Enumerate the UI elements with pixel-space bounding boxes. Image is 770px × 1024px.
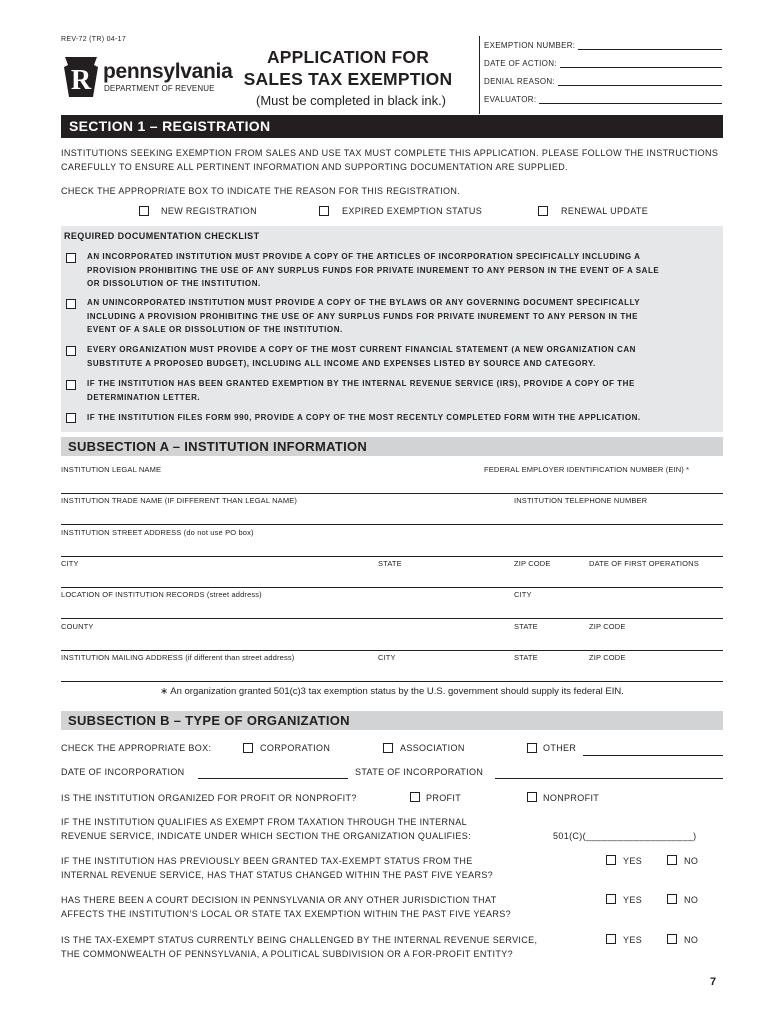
other-checkbox[interactable] [527, 743, 537, 753]
association-checkbox[interactable] [383, 743, 393, 753]
renewal-update-label: RENEWAL UPDATE [561, 206, 649, 216]
status-change-no-checkbox[interactable] [667, 855, 677, 865]
association-label: ASSOCIATION [400, 743, 465, 753]
mailing-city-label: CITY [378, 653, 396, 662]
checklist-item-financial [87, 343, 721, 370]
county-line[interactable] [61, 650, 723, 651]
form-subtitle: (Must be completed in black ink.) [255, 93, 447, 108]
new-registration-checkbox[interactable] [139, 206, 149, 216]
checklist-item-irs-letter [87, 377, 721, 404]
county-zip-label: ZIP CODE [589, 622, 626, 631]
checklist-item-text: IF THE INSTITUTION HAS BEEN GRANTED EXEMPTION BY THE INTERNAL REVENUE SERVICE (IRS), PROVIDE A COPY OF THE [87, 379, 635, 388]
telephone-label: INSTITUTION TELEPHONE NUMBER [514, 496, 648, 505]
mailing-zip-label: ZIP CODE [589, 653, 626, 662]
evaluator-label: EVALUATOR: [484, 95, 537, 104]
mailing-address-line[interactable] [61, 681, 723, 682]
ein-footnote: ∗ An organization granted 501(c)3 tax exemption status by the U.S. government should supply its federal EIN. [160, 686, 624, 697]
trade-name-phone-line[interactable] [61, 524, 723, 525]
checklist-item-text: INCLUDING A PROVISION PROHIBITING THE USE OF ANY SURPLUS FUNDS FOR PRIVATE INUREMENT TO ANY PERSON IN THE [87, 311, 638, 321]
challenge-yes-label: YES [623, 935, 643, 945]
logo-letter: R [70, 65, 92, 96]
date-first-ops-label: DATE OF FIRST OPERATIONS [589, 559, 699, 568]
state-incorp-field[interactable] [495, 769, 723, 779]
corporation-checkbox[interactable] [243, 743, 253, 753]
section1-header: SECTION 1 – REGISTRATION [61, 115, 723, 138]
trade-name-label: INSTITUTION TRADE NAME (IF DIFFERENT THAN LEGAL NAME) [61, 496, 298, 505]
page-number: 7 [710, 976, 717, 988]
irs-section-question-line2: REVENUE SERVICE, INDICATE UNDER WHICH SECTION THE ORGANIZATION QUALIFIES: [61, 831, 471, 841]
checklist-item-text: EVENT OF A SALE OR DISSOLUTION OF THE INSTITUTION. [87, 325, 343, 334]
date-incorp-label: DATE OF INCORPORATION [61, 767, 185, 777]
checklist-item-text: PROVISION PROHIBITING THE USE OF ANY SURPLUS FUNDS FOR PRIVATE INUREMENT TO ANY PERSON IN THE EVENT OF A SALE [87, 265, 660, 275]
denial-reason-field[interactable] [558, 77, 722, 86]
section1-intro-line2: CAREFULLY TO ENSURE ALL PERTINENT INFORMATION AND SUPPORTING DOCUMENTATION ARE SUPPLIED. [61, 162, 568, 172]
keystone-icon [61, 55, 101, 99]
mailing-address-label: INSTITUTION MAILING ADDRESS (if different than street address) [61, 653, 295, 662]
county-state-label: STATE [514, 622, 538, 631]
articles-of-incorporation-checkbox[interactable] [66, 253, 76, 263]
profit-question: IS THE INSTITUTION ORGANIZED FOR PROFIT OR NONPROFIT? [61, 793, 357, 803]
challenge-no-checkbox[interactable] [667, 934, 677, 944]
corporation-label: CORPORATION [260, 743, 331, 753]
logo-name: pennsylvania [103, 60, 233, 83]
street-address-label: INSTITUTION STREET ADDRESS (do not use PO box) [61, 528, 254, 537]
irs-section-question-line1: IF THE INSTITUTION QUALIFIES AS EXEMPT FROM TAXATION THROUGH THE INTERNAL [61, 817, 467, 827]
other-label: OTHER [543, 743, 577, 753]
records-city-label: CITY [514, 590, 532, 599]
profit-checkbox[interactable] [410, 792, 420, 802]
challenge-yes-checkbox[interactable] [606, 934, 616, 944]
court-decision-question-line1: HAS THERE BEEN A COURT DECISION IN PENNSYLVANIA OR ANY OTHER JURISDICTION THAT [61, 895, 497, 905]
nonprofit-label: NONPROFIT [543, 793, 600, 803]
checklist-item-text: AN UNINCORPORATED INSTITUTION MUST PROVIDE A COPY OF THE BYLAWS OR ANY GOVERNING DOCUMENT SPECIFICALLY [87, 298, 641, 307]
reason-prompt: CHECK THE APPROPRIATE BOX TO INDICATE THE REASON FOR THIS REGISTRATION. [61, 186, 461, 196]
court-decision-question-line2: AFFECTS THE INSTITUTION’S LOCAL OR STATE TAX EXEMPTION WITHIN THE PAST FIVE YEARS? [61, 909, 511, 919]
county-label: COUNTY [61, 622, 94, 631]
status-change-question-line1: IF THE INSTITUTION HAS PREVIOUSLY BEEN GRANTED TAX-EXEMPT STATUS FROM THE [61, 856, 473, 866]
court-decision-yes-label: YES [623, 895, 643, 905]
state-incorp-label: STATE OF INCORPORATION [355, 767, 484, 777]
challenge-question-line2: THE COMMONWEALTH OF PENNSYLVANIA, A POLITICAL SUBDIVISION OR A FOR-PROFIT ENTITY? [61, 949, 513, 959]
court-decision-no-label: NO [684, 895, 699, 905]
new-registration-label: NEW REGISTRATION [161, 206, 257, 216]
other-field[interactable] [583, 746, 723, 756]
header-divider [479, 36, 480, 114]
date-of-action-label: DATE OF ACTION: [484, 59, 557, 68]
renewal-update-checkbox[interactable] [538, 206, 548, 216]
checklist-item-text: AN INCORPORATED INSTITUTION MUST PROVIDE A COPY OF THE ARTICLES OF INCORPORATION SPECIFICALLY INCLUDING A [87, 252, 641, 261]
denial-reason-label: DENIAL REASON: [484, 77, 556, 86]
date-incorp-field[interactable] [198, 769, 348, 779]
nonprofit-checkbox[interactable] [527, 792, 537, 802]
exemption-number-row [484, 41, 722, 50]
exemption-number-label: EXEMPTION NUMBER: [484, 41, 576, 50]
zip-label: ZIP CODE [514, 559, 551, 568]
records-location-label: LOCATION OF INSTITUTION RECORDS (street address) [61, 590, 262, 599]
date-of-action-field[interactable] [560, 59, 722, 68]
court-decision-no-checkbox[interactable] [667, 894, 677, 904]
expired-exemption-label: EXPIRED EXEMPTION STATUS [342, 206, 483, 216]
status-change-no-label: NO [684, 856, 699, 866]
checklist-item-bylaws [87, 296, 721, 337]
checklist-heading: REQUIRED DOCUMENTATION CHECKLIST [64, 231, 260, 241]
court-decision-yes-checkbox[interactable] [606, 894, 616, 904]
form-990-checkbox[interactable] [66, 413, 76, 423]
checklist-item-text: IF THE INSTITUTION FILES FORM 990, PROVIDE A COPY OF THE MOST RECENTLY COMPLETED FORM WITH THE APPLICATION. [87, 413, 641, 422]
ein-label: FEDERAL EMPLOYER IDENTIFICATION NUMBER (EIN) * [484, 465, 690, 474]
checklist-item-articles [87, 250, 721, 291]
financial-statement-checkbox[interactable] [66, 346, 76, 356]
checklist-item-text: SUBSTITUTE A PROPOSED BUDGET), INCLUDING ALL INCOME AND EXPENSES LISTED BY SOURCE AND CATEGORY. [87, 358, 596, 368]
profit-label: PROFIT [426, 793, 462, 803]
state-label: STATE [378, 559, 402, 568]
status-change-yes-label: YES [623, 856, 643, 866]
exemption-number-field[interactable] [578, 41, 722, 50]
determination-letter-checkbox[interactable] [66, 380, 76, 390]
pa-revenue-logo [61, 55, 233, 100]
checklist-item-text: EVERY ORGANIZATION MUST PROVIDE A COPY OF THE MOST CURRENT FINANCIAL STATEMENT (A NEW ORGANIZATION CAN [87, 345, 636, 354]
evaluator-row [484, 95, 722, 104]
bylaws-checkbox[interactable] [66, 299, 76, 309]
form-code: REV-72 (TR) 04-17 [61, 36, 127, 43]
challenge-question-line1: IS THE TAX-EXEMPT STATUS CURRENTLY BEING CHALLENGED BY THE INTERNAL REVENUE SERVICE, [61, 935, 538, 945]
street-address-line[interactable] [61, 556, 723, 557]
form-title-line2: SALES TAX EXEMPTION [243, 69, 453, 89]
records-location-line[interactable] [61, 618, 723, 619]
logo-department: DEPARTMENT OF REVENUE [104, 84, 215, 93]
checklist-item-text: OR DISSOLUTION OF THE INSTITUTION. [87, 279, 261, 288]
checklist-item-form-990 [87, 411, 721, 425]
city-label: CITY [61, 559, 79, 568]
checklist-item-text: DETERMINATION LETTER. [87, 392, 201, 402]
status-change-yes-checkbox[interactable] [606, 855, 616, 865]
501c-section-field[interactable]: 501(C)(____________________) [553, 831, 697, 841]
city-state-zip-line[interactable] [61, 587, 723, 588]
expired-exemption-checkbox[interactable] [319, 206, 329, 216]
challenge-no-label: NO [684, 935, 699, 945]
evaluator-field[interactable] [539, 95, 722, 104]
org-type-prompt: CHECK THE APPROPRIATE BOX: [61, 743, 212, 753]
form-title-line1: APPLICATION FOR [266, 47, 430, 67]
subsection-a-header: SUBSECTION A – INSTITUTION INFORMATION [61, 437, 723, 456]
denial-reason-row [484, 77, 722, 86]
date-of-action-row [484, 59, 722, 68]
section1-intro-line1: INSTITUTIONS SEEKING EXEMPTION FROM SALES AND USE TAX MUST COMPLETE THIS APPLICATION. PLEASE FOLLOW THE INSTRUCTIONS [61, 148, 719, 158]
mailing-state-label: STATE [514, 653, 538, 662]
legal-name-label: INSTITUTION LEGAL NAME [61, 465, 162, 474]
status-change-question-line2: INTERNAL REVENUE SERVICE, HAS THAT STATUS CHANGED WITHIN THE PAST FIVE YEARS? [61, 870, 494, 880]
subsection-b-header: SUBSECTION B – TYPE OF ORGANIZATION [61, 711, 723, 730]
legal-name-ein-line[interactable] [61, 493, 723, 494]
